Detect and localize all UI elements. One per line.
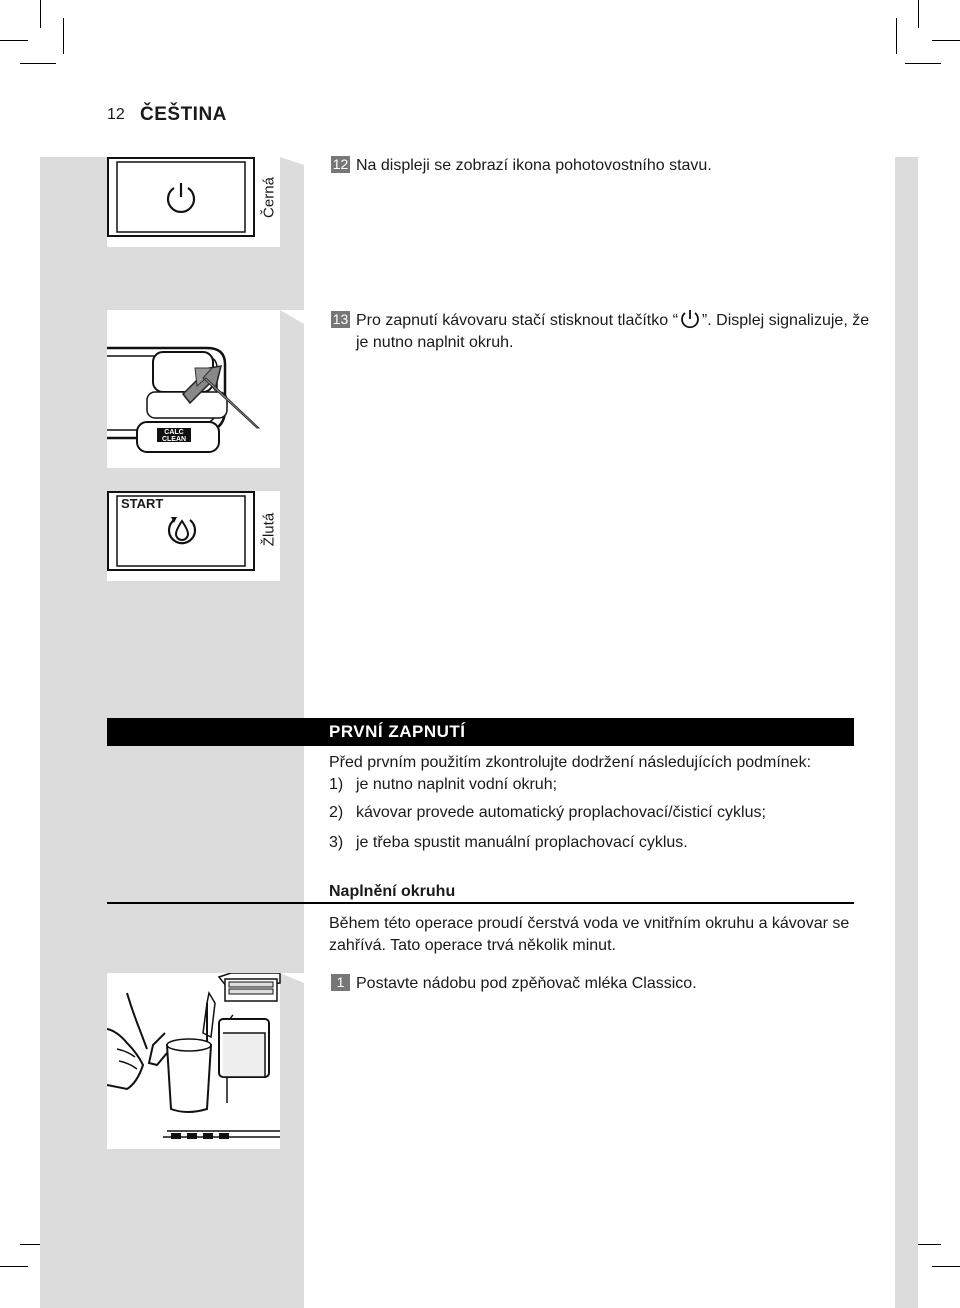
- subsection-title: Naplnění okruhu: [329, 883, 456, 900]
- clean-label: CLEAN: [161, 436, 187, 443]
- crop-mark: [896, 18, 897, 54]
- milk-frother-drawing: [107, 973, 304, 1149]
- crop-mark: [932, 40, 960, 41]
- color-label-black: Černá: [260, 177, 278, 218]
- step-1: [331, 973, 697, 995]
- item-number: 1): [329, 776, 344, 793]
- step-text: Postavte nádobu pod zpěňovač mléka Classico.: [356, 975, 697, 992]
- language-heading: ČEŠTINA: [140, 104, 227, 125]
- figure-control-panel: [107, 310, 280, 468]
- crop-mark: [905, 63, 941, 64]
- step-text-part2: ”. Displej signalizuje, že: [701, 312, 870, 329]
- item-text: je třeba spustit manuální proplachovací cyklus.: [356, 834, 688, 851]
- subsection-text: [329, 913, 849, 957]
- calc-label: CALC: [164, 429, 184, 436]
- side-tab: [895, 157, 918, 1308]
- crop-mark: [0, 1266, 28, 1267]
- figure-pointer: [280, 973, 304, 995]
- water-refill-icon: [165, 513, 199, 547]
- step-12: [331, 155, 712, 177]
- figure-pointer: [280, 310, 304, 332]
- figure-pointer: [280, 157, 304, 179]
- step-text: Na displeji se zobrazí ikona pohotovostního stavu.: [356, 157, 712, 174]
- condition-item-2: [329, 802, 766, 824]
- figure-display-standby: [107, 157, 280, 247]
- crop-mark: [918, 0, 919, 28]
- calc-clean-label: [157, 429, 191, 443]
- figure-display-start: [107, 491, 280, 581]
- subsection-text-line2: zahřívá. Tato operace trvá několik minut.: [329, 937, 616, 954]
- control-panel-drawing: [107, 310, 304, 468]
- item-text: je nutno naplnit vodní okruh;: [356, 776, 558, 793]
- page-number: 12: [107, 106, 125, 123]
- item-text: kávovar provede automatický proplachovací/čisticí cyklus;: [356, 804, 766, 821]
- section-header-bar: [107, 718, 854, 746]
- crop-mark: [0, 40, 28, 41]
- condition-item-3: [329, 832, 688, 854]
- subsection-rule: [107, 902, 854, 904]
- subsection-text-line1: Během této operace proudí čerstvá voda ve vnitřním okruhu a kávovar se: [329, 915, 850, 932]
- step-text-part1: Pro zapnutí kávovaru stačí stisknout tlačítko “: [356, 312, 678, 329]
- color-label-yellow: Žlutá: [260, 512, 278, 547]
- step-13: [331, 309, 869, 354]
- figure-milk-frother: [107, 973, 280, 1149]
- start-label: START: [121, 496, 164, 511]
- step-number: 12: [332, 156, 349, 172]
- power-icon: [679, 309, 701, 329]
- power-icon: [164, 181, 198, 215]
- crop-mark: [20, 63, 56, 64]
- step-number: 13: [332, 311, 349, 327]
- section-intro: Před prvním použitím zkontrolujte dodržení následujících podmínek:: [329, 754, 812, 771]
- crop-mark: [932, 1266, 960, 1267]
- condition-item-1: [329, 774, 557, 796]
- crop-mark: [63, 18, 64, 54]
- step-number: 1: [331, 974, 350, 991]
- step-text-line2: je nutno naplnit okruh.: [356, 334, 514, 351]
- item-number: 3): [329, 834, 344, 851]
- item-number: 2): [329, 804, 344, 821]
- section-title: PRVNÍ ZAPNUTÍ: [329, 722, 466, 741]
- crop-mark: [40, 0, 41, 28]
